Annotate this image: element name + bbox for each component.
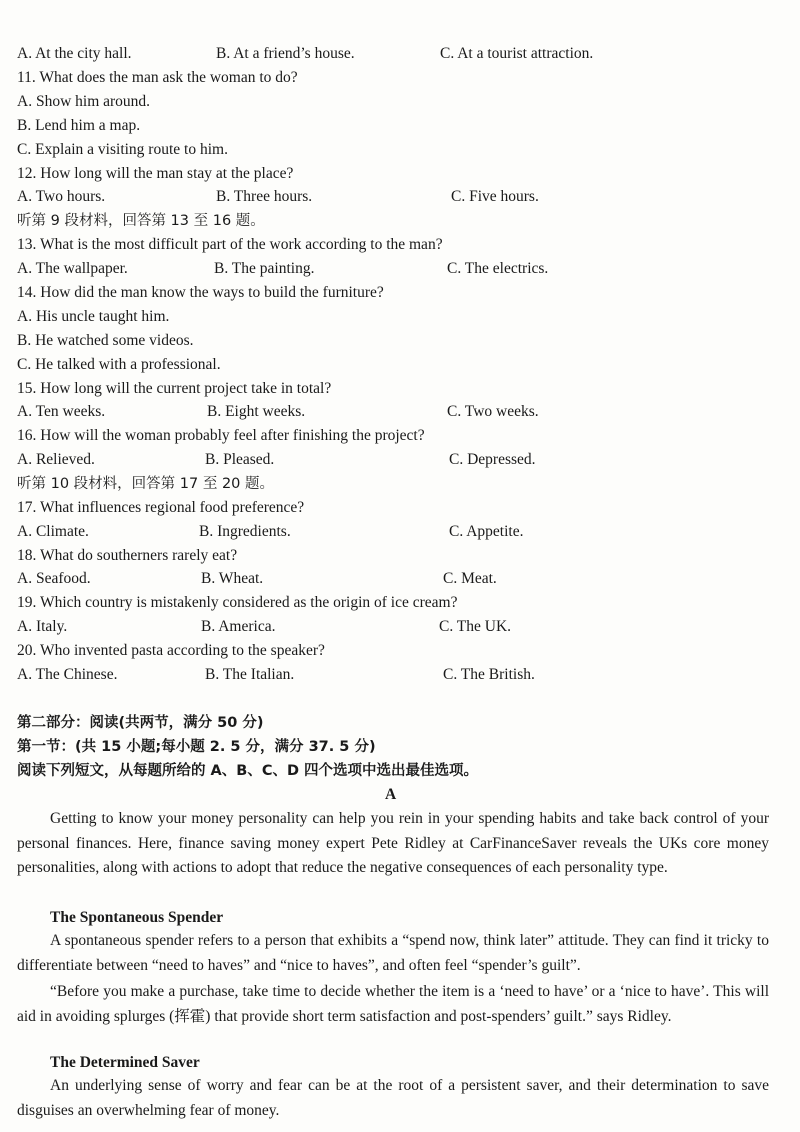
option-b: B. Three hours. [216, 188, 313, 205]
option-c: C. The British. [443, 666, 535, 683]
q11-option-b: B. Lend him a map. [17, 117, 141, 134]
option-b: B. Ingredients. [199, 523, 291, 540]
paragraph-spender-2 [17, 980, 769, 1029]
option-a: A. Italy. [17, 618, 68, 635]
option-b: B. Wheat. [201, 570, 264, 587]
option-a: A. Relieved. [17, 451, 95, 468]
option-c: C. Five hours. [451, 188, 539, 205]
option-c: C. Meat. [443, 570, 497, 587]
q11-option-a: A. Show him around. [17, 93, 151, 110]
option-b: B. The painting. [214, 260, 315, 277]
q14-option-c: C. He talked with a professional. [17, 356, 221, 373]
q15-question: 15. How long will the current project take in total? [17, 380, 332, 397]
option-a: A. Ten weeks. [17, 403, 106, 420]
heading-spontaneous-spender: The Spontaneous Spender [50, 909, 224, 926]
option-c: C. Depressed. [449, 451, 536, 468]
q18-question: 18. What do southerners rarely eat? [17, 547, 238, 564]
paragraph-saver-1-text: An underlying sense of worry and fear can be at the root of a persistent saver, and their determination to save disguises an overwhelming fear of money. [17, 1077, 769, 1119]
passage-intro-text: Getting to know your money personality can help you rein in your spending habits and take back control of your personal finances. Here, finance saving money expert Pete Ridley at CarFinanceSaver reveals the UKs core money personalities, along with actions to adopt that reduce the negative consequences of each personality type. [17, 810, 769, 876]
option-c: C. At a tourist attraction. [440, 45, 594, 62]
option-b: B. At a friend’s house. [216, 45, 355, 62]
paragraph-saver-1 [17, 1074, 769, 1123]
option-a: A. Seafood. [17, 570, 91, 587]
q11-option-c: C. Explain a visiting route to him. [17, 141, 228, 158]
paragraph-spender-1-text: A spontaneous spender refers to a person that exhibits a “spend now, think later” attitude. They can find it tricky to differentiate between “need to haves” and “nice to haves”, and often feel “spender’s guilt”. [17, 932, 769, 974]
option-c: C. The UK. [439, 618, 512, 635]
option-a: A. At the city hall. [17, 45, 132, 62]
q14-option-a: A. His uncle taught him. [17, 308, 170, 325]
q11-question: 11. What does the man ask the woman to do? [17, 69, 298, 86]
q13-question: 13. What is the most difficult part of the work according to the man? [17, 236, 443, 253]
q16-question: 16. How will the woman probably feel after finishing the project? [17, 427, 425, 444]
option-b: B. America. [201, 618, 276, 635]
section-one-title: 第一节：(共 15 小题;每小题 2. 5 分，满分 37. 5 分) [17, 739, 376, 755]
q17-question: 17. What influences regional food preference? [17, 499, 305, 516]
heading-determined-saver: The Determined Saver [50, 1054, 200, 1071]
q12-question: 12. How long will the man stay at the place? [17, 165, 294, 182]
part-two-title: 第二部分：阅读(共两节，满分 50 分) [17, 715, 264, 731]
option-a: A. The Chinese. [17, 666, 118, 683]
option-b: B. Pleased. [205, 451, 275, 468]
passage-label: A [385, 786, 397, 803]
q19-question: 19. Which country is mistakenly considered as the origin of ice cream? [17, 594, 458, 611]
option-c: C. The electrics. [447, 260, 549, 277]
section-9-instruction: 听第 9 段材料，回答第 13 至 16 题。 [17, 213, 265, 229]
option-a: A. Climate. [17, 523, 89, 540]
option-c: C. Two weeks. [447, 403, 539, 420]
passage-intro [17, 807, 769, 881]
reading-instruction: 阅读下列短文，从每题所给的 A、B、C、D 四个选项中选出最佳选项。 [17, 763, 479, 779]
paragraph-spender-1 [17, 929, 769, 978]
option-b: B. Eight weeks. [207, 403, 306, 420]
option-c: C. Appetite. [449, 523, 524, 540]
q14-question: 14. How did the man know the ways to build the furniture? [17, 284, 384, 301]
paragraph-spender-2-text: “Before you make a purchase, take time to decide whether the item is a ‘need to have’ or a ‘nice to have’. This will aid in avoiding splurges (挥霍) that provide short term satisfaction and post-spenders’ guilt.” says Ridley. [17, 983, 769, 1025]
option-a: A. The wallpaper. [17, 260, 128, 277]
section-10-instruction: 听第 10 段材料，回答第 17 至 20 题。 [17, 476, 275, 492]
q20-question: 20. Who invented pasta according to the speaker? [17, 642, 325, 659]
q14-option-b: B. He watched some videos. [17, 332, 194, 349]
option-a: A. Two hours. [17, 188, 106, 205]
option-b: B. The Italian. [205, 666, 295, 683]
